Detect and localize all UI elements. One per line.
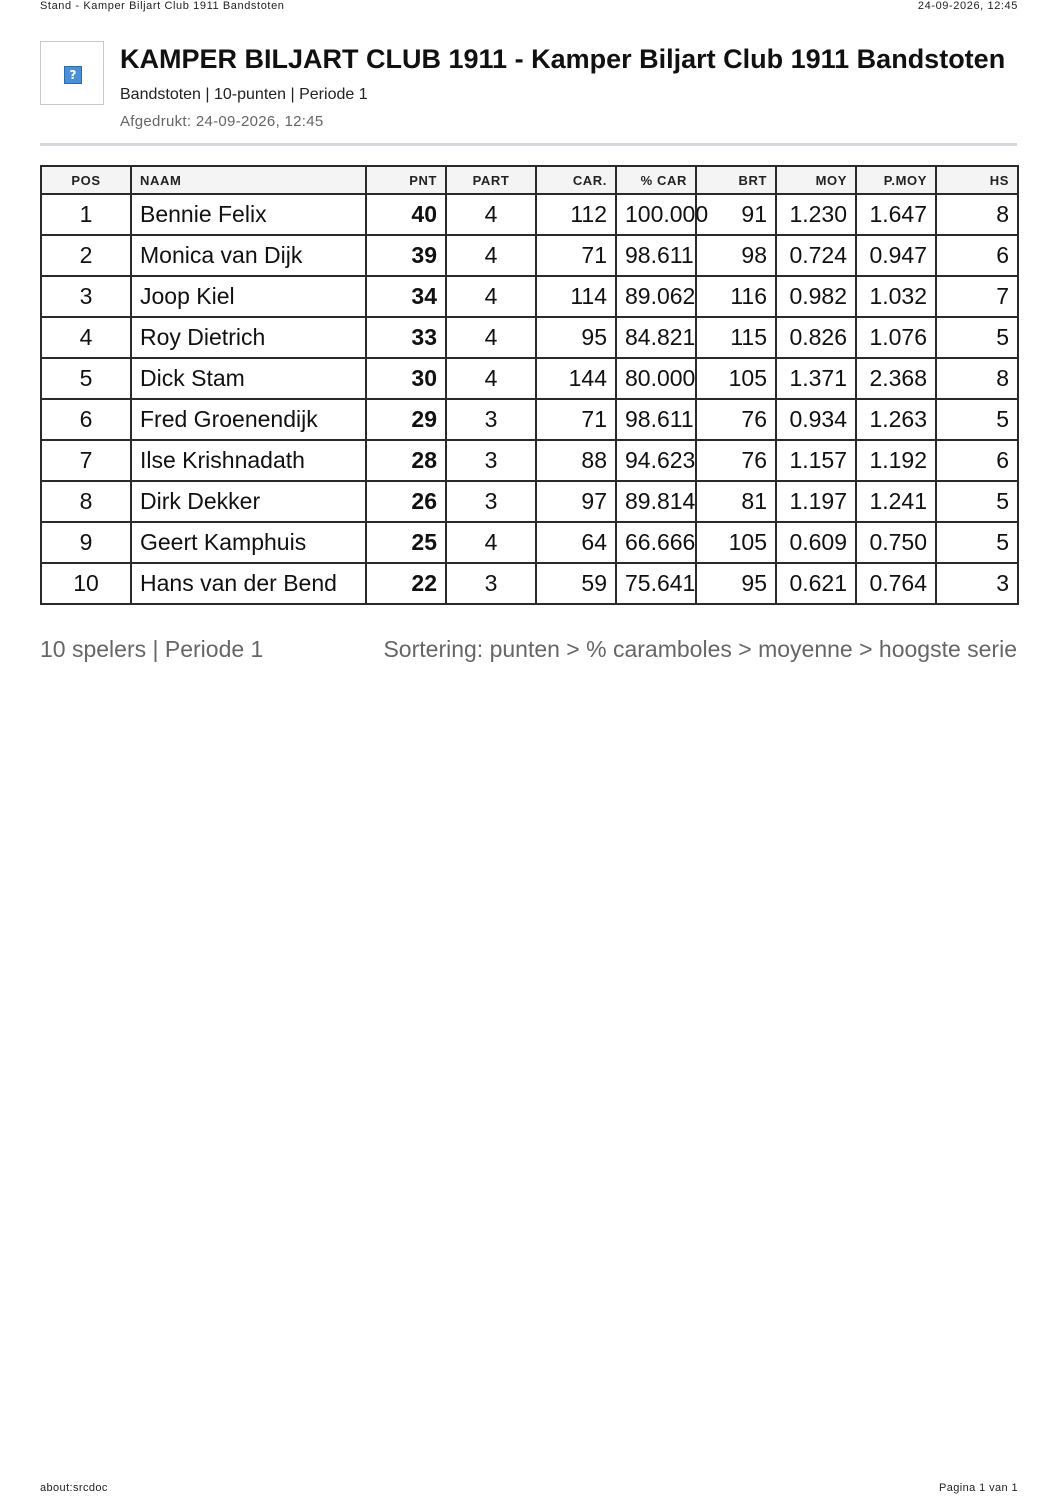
cell-moy: 1.197: [776, 481, 856, 522]
cell-brt: 76: [696, 399, 776, 440]
cell-pos: 8: [41, 481, 131, 522]
cell-brt: 91: [696, 194, 776, 235]
page-subtitle: Bandstoten | 10-punten | Periode 1: [120, 86, 368, 103]
cell-pos: 4: [41, 317, 131, 358]
standings-table: [40, 165, 1019, 605]
page-title: KAMPER BILJART CLUB 1911 - Kamper Biljart Club 1911 Bandstoten: [120, 44, 1006, 74]
cell-part: 4: [446, 235, 536, 276]
cell-part: 4: [446, 194, 536, 235]
cell-car: 144: [536, 358, 616, 399]
table-row: [41, 563, 1018, 604]
cell-pct-car: 89.814: [616, 481, 696, 522]
cell-car: 112: [536, 194, 616, 235]
cell-brt: 76: [696, 440, 776, 481]
cell-naam: Bennie Felix: [131, 194, 366, 235]
cell-pmoy: 1.076: [856, 317, 936, 358]
cell-brt: 116: [696, 276, 776, 317]
cell-moy: 0.609: [776, 522, 856, 563]
column-header-pmoy: P.MOY: [856, 166, 936, 194]
column-header-pnt: PNT: [366, 166, 446, 194]
cell-hs: 6: [936, 235, 1018, 276]
cell-pnt: 26: [366, 481, 446, 522]
standings-body: [41, 194, 1018, 604]
table-summary: [40, 636, 1017, 666]
cell-part: 4: [446, 276, 536, 317]
cell-pos: 10: [41, 563, 131, 604]
cell-pct-car: 100.000: [616, 194, 696, 235]
cell-car: 88: [536, 440, 616, 481]
cell-pct-car: 84.821: [616, 317, 696, 358]
column-header-car: CAR.: [536, 166, 616, 194]
cell-car: 71: [536, 235, 616, 276]
print-footer-page: Pagina 1 van 1: [939, 1482, 1018, 1494]
cell-hs: 7: [936, 276, 1018, 317]
cell-hs: 5: [936, 317, 1018, 358]
cell-brt: 98: [696, 235, 776, 276]
table-row: [41, 194, 1018, 235]
broken-image-icon: ?: [64, 66, 82, 84]
table-row: [41, 399, 1018, 440]
cell-moy: 0.621: [776, 563, 856, 604]
print-header: [40, 0, 1018, 14]
cell-brt: 105: [696, 358, 776, 399]
cell-naam: Dick Stam: [131, 358, 366, 399]
cell-pmoy: 1.032: [856, 276, 936, 317]
cell-pnt: 40: [366, 194, 446, 235]
cell-pct-car: 89.062: [616, 276, 696, 317]
player-count: 10 spelers | Periode 1: [40, 636, 264, 662]
cell-pct-car: 80.000: [616, 358, 696, 399]
cell-pnt: 34: [366, 276, 446, 317]
cell-pnt: 30: [366, 358, 446, 399]
column-header-hs: HS: [936, 166, 1018, 194]
table-row: [41, 440, 1018, 481]
column-header-naam: NAAM: [131, 166, 366, 194]
cell-pmoy: 0.947: [856, 235, 936, 276]
sorting-note: Sortering: punten > % caramboles > moyenne > hoogste serie: [383, 636, 1017, 662]
cell-pmoy: 1.192: [856, 440, 936, 481]
document-header: [40, 41, 1017, 137]
cell-moy: 0.826: [776, 317, 856, 358]
print-footer-url: about:srcdoc: [40, 1482, 108, 1494]
cell-naam: Geert Kamphuis: [131, 522, 366, 563]
cell-pmoy: 2.368: [856, 358, 936, 399]
cell-part: 3: [446, 481, 536, 522]
cell-pmoy: 1.647: [856, 194, 936, 235]
cell-brt: 81: [696, 481, 776, 522]
table-row: [41, 358, 1018, 399]
column-header-part: PART: [446, 166, 536, 194]
cell-pmoy: 1.263: [856, 399, 936, 440]
cell-pct-car: 66.666: [616, 522, 696, 563]
cell-car: 59: [536, 563, 616, 604]
print-header-datetime: 24-09-2026, 12:45: [917, 0, 1018, 12]
cell-pct-car: 75.641: [616, 563, 696, 604]
cell-pmoy: 0.764: [856, 563, 936, 604]
cell-naam: Dirk Dekker: [131, 481, 366, 522]
cell-naam: Ilse Krishnadath: [131, 440, 366, 481]
cell-pos: 2: [41, 235, 131, 276]
column-header-moy: MOY: [776, 166, 856, 194]
cell-car: 95: [536, 317, 616, 358]
cell-part: 4: [446, 317, 536, 358]
cell-pos: 5: [41, 358, 131, 399]
cell-part: 4: [446, 358, 536, 399]
column-header-brt: BRT: [696, 166, 776, 194]
table-header-row: [41, 166, 1018, 194]
cell-pos: 1: [41, 194, 131, 235]
cell-hs: 5: [936, 399, 1018, 440]
table-row: [41, 276, 1018, 317]
cell-hs: 8: [936, 194, 1018, 235]
cell-pos: 7: [41, 440, 131, 481]
cell-car: 64: [536, 522, 616, 563]
table-row: [41, 235, 1018, 276]
cell-hs: 5: [936, 481, 1018, 522]
cell-pnt: 29: [366, 399, 446, 440]
cell-pnt: 25: [366, 522, 446, 563]
cell-naam: Monica van Dijk: [131, 235, 366, 276]
table-row: [41, 317, 1018, 358]
column-header-pct-car: % CAR: [616, 166, 696, 194]
club-logo: [40, 41, 104, 105]
cell-moy: 0.934: [776, 399, 856, 440]
cell-part: 4: [446, 522, 536, 563]
cell-moy: 0.724: [776, 235, 856, 276]
cell-brt: 115: [696, 317, 776, 358]
cell-car: 97: [536, 481, 616, 522]
cell-moy: 1.230: [776, 194, 856, 235]
cell-moy: 1.157: [776, 440, 856, 481]
cell-part: 3: [446, 440, 536, 481]
printed-date: Afgedrukt: 24-09-2026, 12:45: [120, 113, 324, 130]
cell-pos: 3: [41, 276, 131, 317]
cell-moy: 1.371: [776, 358, 856, 399]
cell-pmoy: 1.241: [856, 481, 936, 522]
cell-hs: 6: [936, 440, 1018, 481]
cell-naam: Hans van der Bend: [131, 563, 366, 604]
cell-pnt: 22: [366, 563, 446, 604]
header-divider: [40, 143, 1017, 146]
cell-pct-car: 94.623: [616, 440, 696, 481]
cell-car: 71: [536, 399, 616, 440]
cell-brt: 105: [696, 522, 776, 563]
table-row: [41, 481, 1018, 522]
cell-pnt: 33: [366, 317, 446, 358]
cell-moy: 0.982: [776, 276, 856, 317]
cell-car: 114: [536, 276, 616, 317]
print-footer: [40, 1482, 1018, 1496]
table-row: [41, 522, 1018, 563]
cell-pos: 6: [41, 399, 131, 440]
cell-hs: 8: [936, 358, 1018, 399]
cell-pnt: 39: [366, 235, 446, 276]
cell-brt: 95: [696, 563, 776, 604]
cell-part: 3: [446, 399, 536, 440]
cell-naam: Joop Kiel: [131, 276, 366, 317]
cell-pos: 9: [41, 522, 131, 563]
cell-naam: Fred Groenendijk: [131, 399, 366, 440]
cell-pct-car: 98.611: [616, 235, 696, 276]
cell-hs: 5: [936, 522, 1018, 563]
print-header-title: Stand - Kamper Biljart Club 1911 Bandstoten: [40, 0, 285, 12]
column-header-pos: POS: [41, 166, 131, 194]
cell-naam: Roy Dietrich: [131, 317, 366, 358]
cell-hs: 3: [936, 563, 1018, 604]
cell-pmoy: 0.750: [856, 522, 936, 563]
cell-pct-car: 98.611: [616, 399, 696, 440]
cell-part: 3: [446, 563, 536, 604]
cell-pnt: 28: [366, 440, 446, 481]
